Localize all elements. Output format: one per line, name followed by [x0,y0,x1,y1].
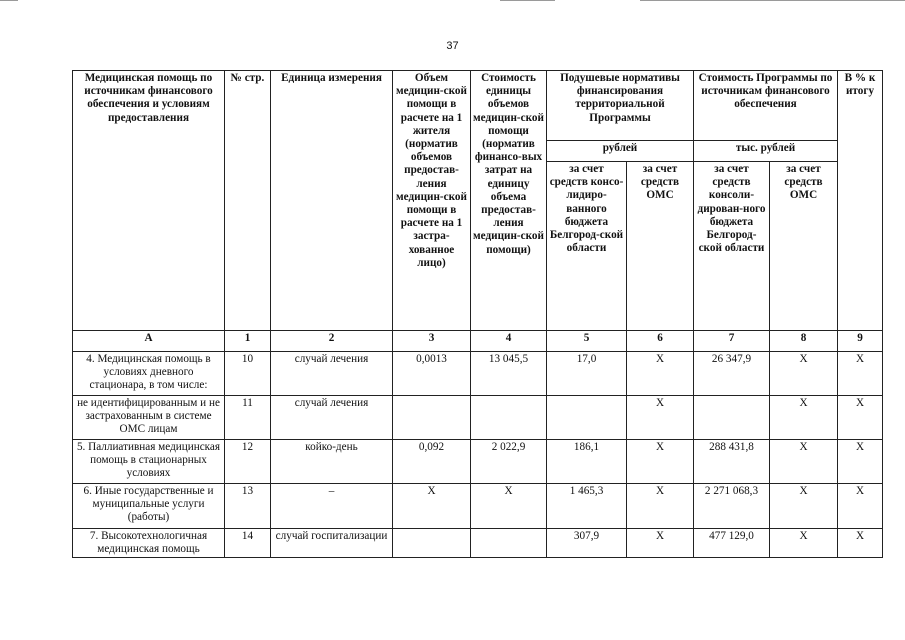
row-unit-cell: койко-день [271,440,393,484]
header-units-rubles: рублей [547,141,694,162]
row-value-cell: 2 022,9 [471,440,547,484]
table-row [73,484,883,529]
row-value-cell: Х [627,529,694,558]
row-value-cell [694,396,770,440]
row-value-cell: 288 431,8 [694,440,770,484]
header-col-2: Единица измерения [271,71,393,331]
row-value-cell: Х [770,352,838,396]
header-col-1: № стр. [225,71,271,331]
index-cell: 8 [770,331,838,352]
row-value-cell: Х [471,484,547,529]
row-unit-cell: – [271,484,393,529]
row-value-cell: Х [770,396,838,440]
row-unit-cell: случай лечения [271,352,393,396]
row-value-cell [393,396,471,440]
row-value-cell: Х [838,440,883,484]
row-value-cell: 0,092 [393,440,471,484]
index-cell: А [73,331,225,352]
row-value-cell: 0,0013 [393,352,471,396]
header-col-6: за счет средств ОМС [627,162,694,331]
row-unit-cell: случай лечения [271,396,393,440]
table-row [73,396,883,440]
row-name-cell: 7. Высокотехнологичная медицинская помощь [73,529,225,558]
row-value-cell: 2 271 068,3 [694,484,770,529]
row-value-cell: 1 465,3 [547,484,627,529]
row-line-cell: 10 [225,352,271,396]
row-value-cell: 307,9 [547,529,627,558]
row-value-cell: 17,0 [547,352,627,396]
program-cost-table [72,70,883,558]
column-index-row [73,331,883,352]
scan-edge-middle [500,0,555,1]
row-line-cell: 14 [225,529,271,558]
row-name-cell: 6. Иные государственные и муниципальные услуги (работы) [73,484,225,529]
index-cell: 2 [271,331,393,352]
row-value-cell [471,529,547,558]
header-group-per-capita: Подушевые нормативы финансирования территориальной Программы [547,71,694,141]
header-col-3: Объем медицин-ской помощи в расчете на 1 жителя (норматив объемов предостав-ления медицин-ской помощи в расчете на 1 застра-хованное лицо) [393,71,471,331]
row-line-cell: 12 [225,440,271,484]
header-col-5: за счет средств консо-лидиро-ванного бюджета Белгород-ской области [547,162,627,331]
index-cell: 3 [393,331,471,352]
index-cell: 1 [225,331,271,352]
row-value-cell: Х [393,484,471,529]
index-cell: 5 [547,331,627,352]
index-cell: 4 [471,331,547,352]
header-col-a: Медицинская помощь по источникам финансового обеспечения и условиям предоставления [73,71,225,331]
page-number: 37 [446,40,459,52]
row-unit-cell: случай госпитализации [271,529,393,558]
row-value-cell: 186,1 [547,440,627,484]
header-col-9: В % к итогу [838,71,883,331]
table-row [73,529,883,558]
index-cell: 7 [694,331,770,352]
row-value-cell [547,396,627,440]
scan-edge-right [640,0,905,1]
row-value-cell: Х [838,352,883,396]
row-value-cell: 26 347,9 [694,352,770,396]
row-value-cell: Х [770,529,838,558]
header-col-8: за счет средств ОМС [770,162,838,331]
row-value-cell: Х [627,396,694,440]
row-name-cell: 5. Паллиативная медицинская помощь в стационарных условиях [73,440,225,484]
row-value-cell: Х [838,396,883,440]
row-value-cell: 477 129,0 [694,529,770,558]
index-cell: 6 [627,331,694,352]
header-units-thousand-rubles: тыс. рублей [694,141,838,162]
row-value-cell: Х [838,529,883,558]
row-value-cell [471,396,547,440]
index-cell: 9 [838,331,883,352]
row-value-cell: 13 045,5 [471,352,547,396]
row-value-cell: Х [838,484,883,529]
row-name-cell: 4. Медицинская помощь в условиях дневного стационара, в том числе: [73,352,225,396]
row-line-cell: 13 [225,484,271,529]
scan-edge-left [0,0,18,1]
row-line-cell: 11 [225,396,271,440]
row-value-cell: Х [627,352,694,396]
header-col-4: Стоимость единицы объемов медицин-ской помощи (норматив финансо-вых затрат на единицу объема предостав-ления медицин-ской помощи) [471,71,547,331]
row-value-cell: Х [770,484,838,529]
row-value-cell: Х [627,440,694,484]
table-row [73,352,883,396]
row-value-cell: Х [627,484,694,529]
header-col-7: за счет средств консоли-дирован-ного бюджета Белгород-ской области [694,162,770,331]
table-row [73,440,883,484]
header-group-program-cost: Стоимость Программы по источникам финансового обеспечения [694,71,838,141]
row-value-cell [393,529,471,558]
row-value-cell: Х [770,440,838,484]
table-header-row [73,71,883,141]
row-name-cell: не идентифицированным и не застрахованным в системе ОМС лицам [73,396,225,440]
